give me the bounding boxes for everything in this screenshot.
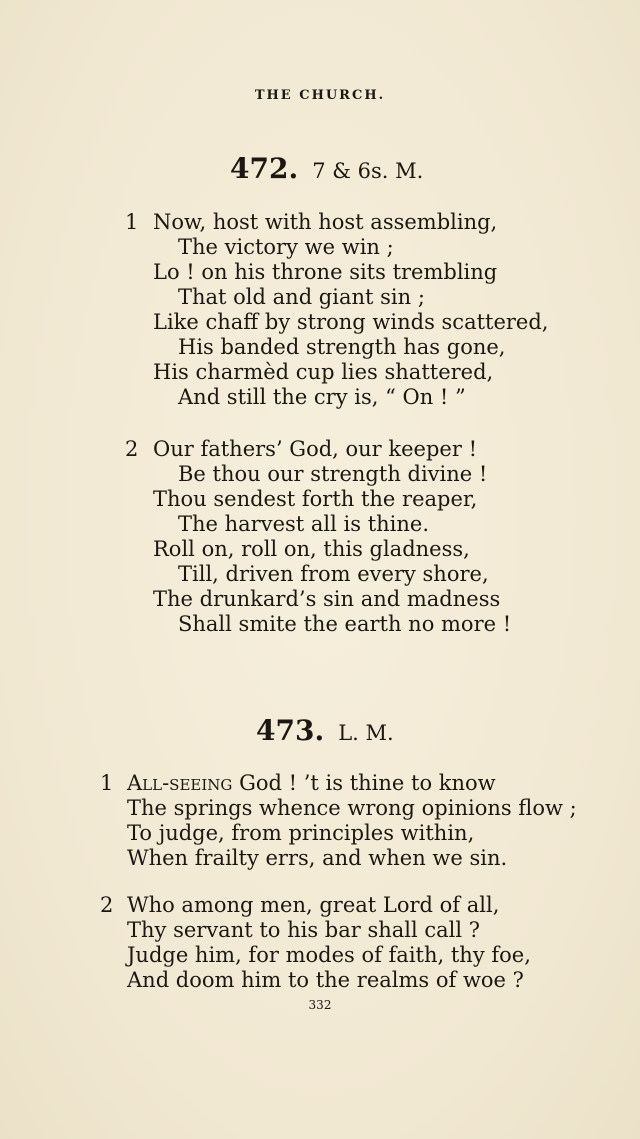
verse-line: Lo ! on his throne sits trembling [153, 260, 498, 284]
verse-line: His banded strength has gone, [178, 335, 506, 359]
hymn-473-heading [256, 714, 394, 747]
verse-line: That old and giant sin ; [178, 285, 425, 309]
page-number: 332 [308, 998, 332, 1012]
hymn-number: 473. [256, 714, 325, 747]
verse-line: Like chaff by strong winds scattered, [153, 310, 549, 334]
verse-line: His charmèd cup lies shattered, [153, 360, 494, 384]
verse-line: Now, host with host assembling, [153, 210, 498, 234]
stanza-number: 2 [100, 893, 114, 917]
hymn-number: 472. [230, 152, 299, 185]
stanza-number: 1 [125, 210, 139, 234]
stanza-number: 2 [125, 437, 139, 461]
verse-line: The drunkard’s sin and madness [153, 587, 501, 611]
verse-line: Till, driven from every shore, [178, 562, 489, 586]
verse-line: Our fathers’ God, our keeper ! [153, 437, 478, 461]
verse-line: And doom him to the realms of woe ? [127, 968, 524, 992]
verse-line: Shall smite the earth no more ! [178, 612, 512, 636]
verse-line-rest: God ! ’t is thine to know [232, 771, 496, 795]
small-caps-first-word: All-seeing [127, 771, 233, 795]
verse-line: Thy servant to his bar shall call ? [127, 918, 481, 942]
verse-line: And still the cry is, “ On ! ” [178, 385, 466, 409]
running-head: THE CHURCH. [254, 88, 386, 103]
hymn-meter: L. M. [338, 721, 394, 745]
stanza-number: 1 [100, 771, 114, 795]
verse-line: To judge, from principles within, [127, 821, 475, 845]
verse-line: The harvest all is thine. [178, 512, 430, 536]
hymn-meter: 7 & 6s. M. [312, 159, 424, 183]
verse-line: Be thou our strength divine ! [178, 462, 488, 486]
verse-line: Thou sendest forth the reaper, [153, 487, 478, 511]
verse-line: The victory we win ; [178, 235, 394, 259]
hymn-472-heading [230, 152, 423, 185]
verse-line: When frailty errs, and when we sin. [127, 846, 508, 870]
verse-line [127, 771, 496, 795]
verse-line: Judge him, for modes of faith, thy foe, [127, 943, 531, 967]
verse-line: Who among men, great Lord of all, [127, 893, 500, 917]
verse-line: The springs whence wrong opinions flow ; [127, 796, 577, 820]
verse-line: Roll on, roll on, this gladness, [153, 537, 470, 561]
